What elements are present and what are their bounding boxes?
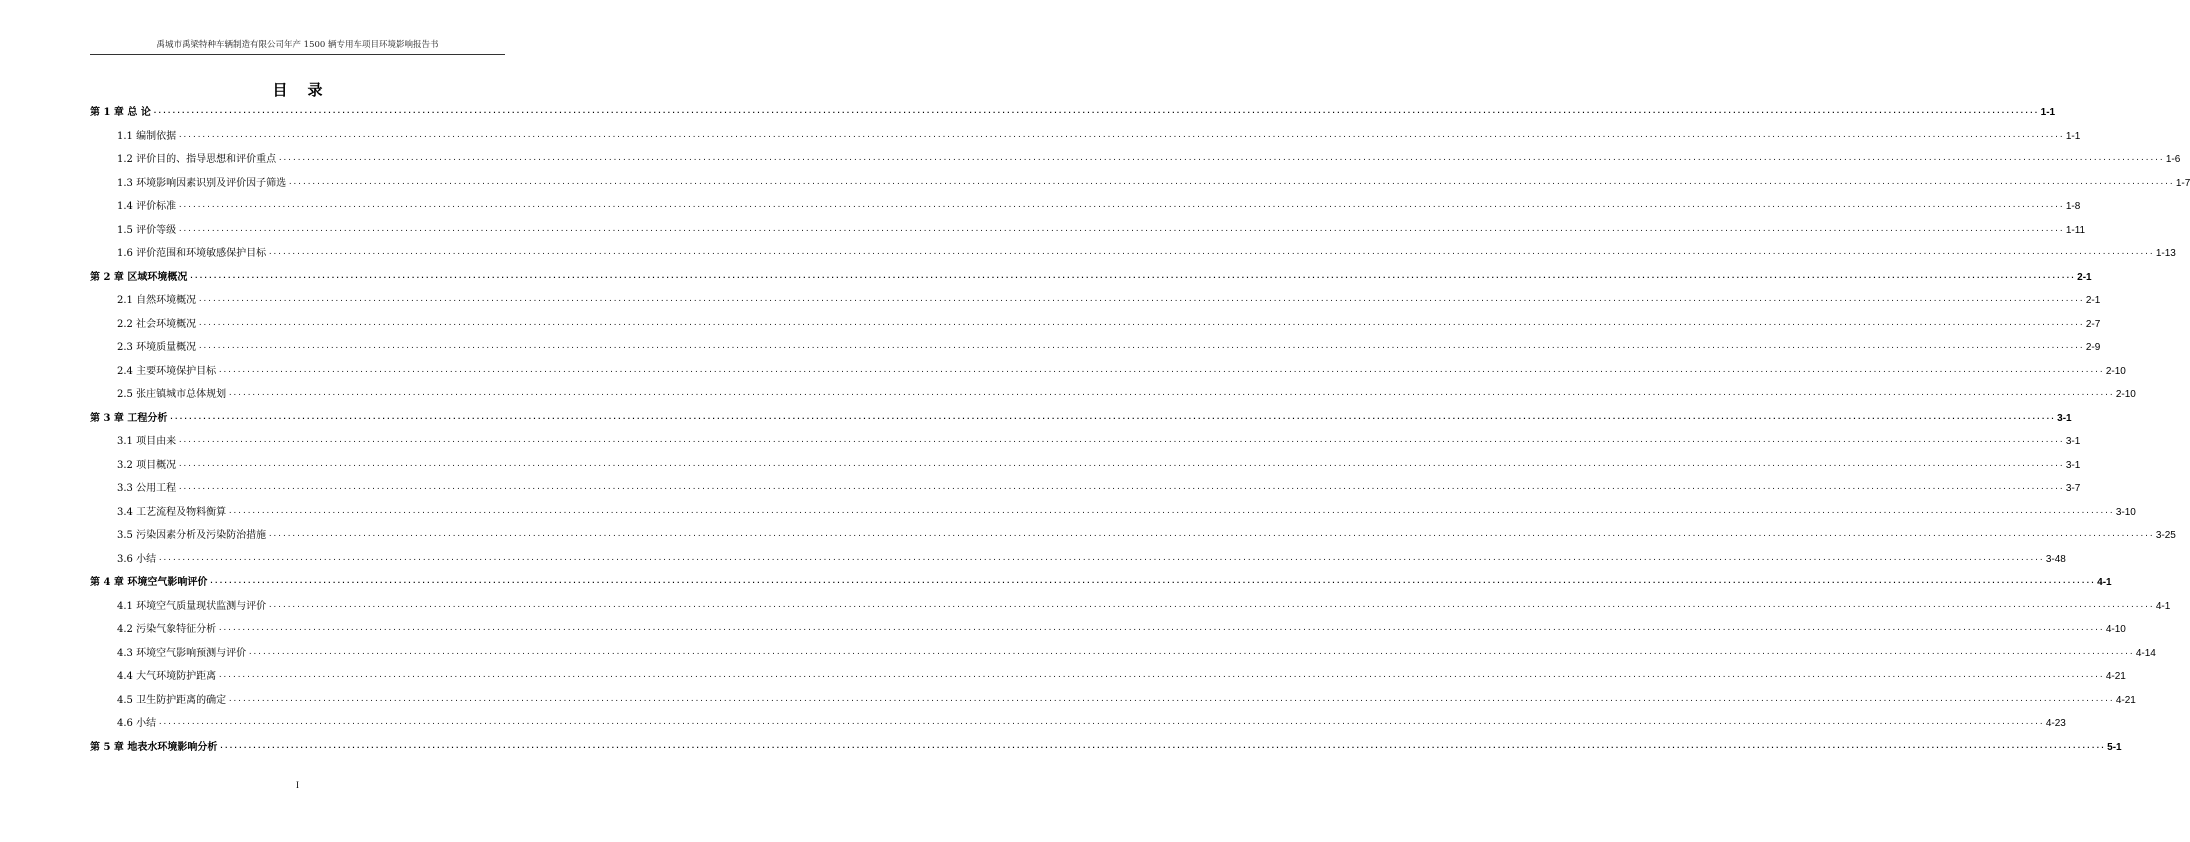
- toc-entry-label: 第 5 章 地表水环境影响分析: [90, 741, 218, 753]
- toc-entry-page: 4-23: [2045, 718, 2066, 729]
- toc-entry-label: 3.6 小结: [117, 553, 157, 565]
- toc-entry-label: 2.4 主要环境保护目标: [117, 365, 217, 377]
- toc-entry-label: 4.5 卫生防护距离的确定: [117, 694, 227, 706]
- toc-entry-label: 2.2 社会环境概况: [117, 318, 197, 330]
- toc-section-entry[interactable]: [90, 501, 2136, 525]
- toc-section-entry[interactable]: [90, 454, 2081, 478]
- toc-dot-leader: ················································································································································································································································································································································································································: [198, 344, 2084, 352]
- toc-entry-label: 3.5 污染因素分析及污染防治措施: [117, 530, 267, 541]
- toc-entry-label: 第 1 章 总 论: [90, 107, 151, 118]
- toc-section-entry[interactable]: [90, 430, 2081, 454]
- toc-section-entry[interactable]: [90, 689, 2136, 713]
- toc-entry-page: 5-1: [2107, 741, 2122, 753]
- toc-dot-leader: ················································································································································································································································································································································································································: [248, 649, 2134, 658]
- toc-entry-page: 3-48: [2045, 553, 2066, 565]
- toc-entry-label: 4.2 污染气象特征分析: [117, 624, 217, 635]
- toc-dot-leader: ················································································································································································································································································································································································································: [218, 673, 2104, 681]
- toc-chapter-entry[interactable]: [90, 266, 2092, 290]
- toc-dot-leader: ················································································································································································································································································································································································································: [268, 250, 2154, 258]
- toc-dot-leader: ················································································································································································································································································································································································································: [169, 414, 2056, 423]
- toc-section-entry[interactable]: [90, 172, 2190, 196]
- toc-entry-label: 3.3 公用工程: [117, 483, 177, 494]
- toc-entry-label: 3.4 工艺流程及物料衡算: [117, 506, 227, 518]
- toc-dot-leader: ················································································································································································································································································································································································································: [268, 602, 2154, 611]
- toc-dot-leader: ················································································································································································································································································································································································································: [158, 555, 2044, 564]
- toc-entry-label: 1.5 评价等级: [117, 224, 177, 236]
- toc-section-entry[interactable]: [90, 148, 2181, 172]
- toc-entry-page: 3-7: [2065, 483, 2081, 494]
- toc-entry-page: 2-1: [2085, 295, 2101, 306]
- toc-entry-page: 1-13: [2155, 248, 2176, 259]
- toc-dot-leader: ················································································································································································································································································································································································································: [152, 109, 2039, 117]
- toc-entry-page: 4-1: [2155, 600, 2171, 612]
- toc-entry-page: 2-1: [2077, 271, 2092, 283]
- toc-entry-label: 第 4 章 环境空气影响评价: [90, 577, 208, 588]
- toc-section-entry[interactable]: [90, 195, 2081, 219]
- toc-chapter-entry[interactable]: [90, 407, 2072, 431]
- toc-entry-page: 3-10: [2115, 506, 2136, 518]
- toc-section-entry[interactable]: [90, 595, 2171, 619]
- toc-entry-page: 3-25: [2155, 530, 2176, 541]
- toc-section-entry[interactable]: [90, 336, 2101, 360]
- toc-section-entry[interactable]: [90, 618, 2126, 642]
- toc-chapter-entry[interactable]: [90, 736, 2122, 760]
- page-number: I: [296, 780, 299, 790]
- toc-dot-leader: ················································································································································································································································································································································································································: [178, 203, 2064, 211]
- toc-entry-label: 4.6 小结: [117, 718, 157, 729]
- toc-dot-leader: ················································································································································································································································································································································································································: [198, 320, 2084, 329]
- toc-dot-leader: ················································································································································································································································································································································································································: [288, 179, 2174, 188]
- toc-entry-page: 4-14: [2135, 647, 2156, 659]
- running-header: 禹城市禹梁特种车辆制造有限公司年产 1500 辆专用车项目环境影响报告书: [156, 40, 439, 50]
- toc-entry-page: 1-11: [2065, 224, 2086, 236]
- toc-entry-page: 1-8: [2065, 201, 2081, 212]
- toc-dot-leader: ················································································································································································································································································································································································································: [178, 132, 2064, 141]
- toc-entry-label: 4.1 环境空气质量现状监测与评价: [117, 600, 267, 612]
- toc-dot-leader: ················································································································································································································································································································································································································: [178, 485, 2064, 493]
- toc-entry-label: 第 3 章 工程分析: [90, 412, 168, 424]
- toc-dot-leader: ················································································································································································································································································································································································································: [189, 273, 2076, 282]
- toc-chapter-entry[interactable]: [90, 571, 2112, 595]
- toc-entry-page: 2-10: [2105, 365, 2126, 377]
- toc-section-entry[interactable]: [90, 548, 2066, 572]
- toc-entry-page: 4-21: [2105, 671, 2126, 682]
- toc-section-entry[interactable]: [90, 313, 2101, 337]
- toc-entry-label: 1.1 编制依据: [117, 130, 177, 142]
- toc-entry-page: 3-1: [2057, 412, 2072, 424]
- toc-dot-leader: ················································································································································································································································································································································································································: [228, 508, 2114, 517]
- toc-entry-label: 4.4 大气环境防护距离: [117, 671, 217, 682]
- toc-dot-leader: ················································································································································································································································································································································································································: [198, 297, 2084, 305]
- toc-dot-leader: ················································································································································································································································································································································································································: [228, 696, 2114, 705]
- toc-dot-leader: ················································································································································································································································································································································································································: [268, 532, 2154, 540]
- toc-entry-label: 1.3 环境影响因素识别及评价因子筛选: [117, 177, 287, 189]
- table-of-contents: [90, 101, 2190, 759]
- toc-entry-page: 4-21: [2115, 694, 2136, 706]
- toc-entry-page: 4-10: [2105, 624, 2126, 635]
- toc-entry-label: 2.5 张庄镇城市总体规划: [117, 389, 227, 400]
- toc-entry-page: 1-6: [2165, 154, 2181, 165]
- page-title: 目录: [272, 81, 343, 99]
- toc-entry-label: 3.2 项目概况: [117, 459, 177, 471]
- toc-section-entry[interactable]: [90, 642, 2156, 666]
- toc-entry-label: 4.3 环境空气影响预测与评价: [117, 647, 247, 659]
- toc-dot-leader: ················································································································································································································································································································································································································: [178, 461, 2064, 470]
- toc-entry-label: 第 2 章 区域环境概况: [90, 271, 188, 283]
- toc-entry-label: 2.3 环境质量概况: [117, 342, 197, 353]
- toc-entry-label: 2.1 自然环境概况: [117, 295, 197, 306]
- toc-entry-page: 4-1: [2097, 577, 2112, 588]
- toc-dot-leader: ················································································································································································································································································································································································································: [218, 626, 2104, 634]
- toc-section-entry[interactable]: [90, 383, 2136, 407]
- header-rule: [90, 54, 505, 55]
- toc-dot-leader: ················································································································································································································································································································································································································: [158, 720, 2044, 728]
- toc-section-entry[interactable]: [90, 219, 2086, 243]
- toc-section-entry[interactable]: [90, 242, 2176, 266]
- toc-entry-page: 2-9: [2085, 342, 2101, 353]
- toc-entry-page: 2-7: [2085, 318, 2101, 330]
- toc-entry-label: 1.2 评价目的、指导思想和评价重点: [117, 154, 277, 165]
- toc-dot-leader: ················································································································································································································································································································································································································: [178, 226, 2064, 235]
- toc-entry-label: 1.6 评价范围和环境敏感保护目标: [117, 248, 267, 259]
- toc-dot-leader: ················································································································································································································································································································································································································: [219, 743, 2106, 752]
- toc-chapter-entry[interactable]: [90, 101, 2056, 125]
- toc-section-entry[interactable]: [90, 360, 2126, 384]
- toc-dot-leader: ················································································································································································································································································································································································································: [209, 579, 2096, 587]
- toc-section-entry[interactable]: [90, 712, 2066, 736]
- toc-section-entry[interactable]: [90, 665, 2126, 689]
- toc-entry-page: 3-1: [2065, 459, 2081, 471]
- toc-entry-label: 3.1 项目由来: [117, 436, 177, 447]
- toc-entry-label: 1.4 评价标准: [117, 201, 177, 212]
- toc-section-entry[interactable]: [90, 477, 2081, 501]
- toc-entry-page: 2-10: [2115, 389, 2136, 400]
- toc-entry-page: 1-7: [2175, 177, 2190, 189]
- toc-dot-leader: ················································································································································································································································································································································································································: [278, 156, 2164, 164]
- toc-dot-leader: ················································································································································································································································································································································································································: [178, 438, 2064, 446]
- toc-section-entry[interactable]: [90, 524, 2176, 548]
- toc-dot-leader: ················································································································································································································································································································································································································: [228, 391, 2114, 399]
- toc-section-entry[interactable]: [90, 289, 2101, 313]
- toc-dot-leader: ················································································································································································································································································································································································································: [218, 367, 2104, 376]
- toc-entry-page: 1-1: [2040, 107, 2056, 118]
- toc-entry-page: 3-1: [2065, 436, 2081, 447]
- toc-entry-page: 1-1: [2065, 130, 2081, 142]
- toc-section-entry[interactable]: [90, 125, 2081, 149]
